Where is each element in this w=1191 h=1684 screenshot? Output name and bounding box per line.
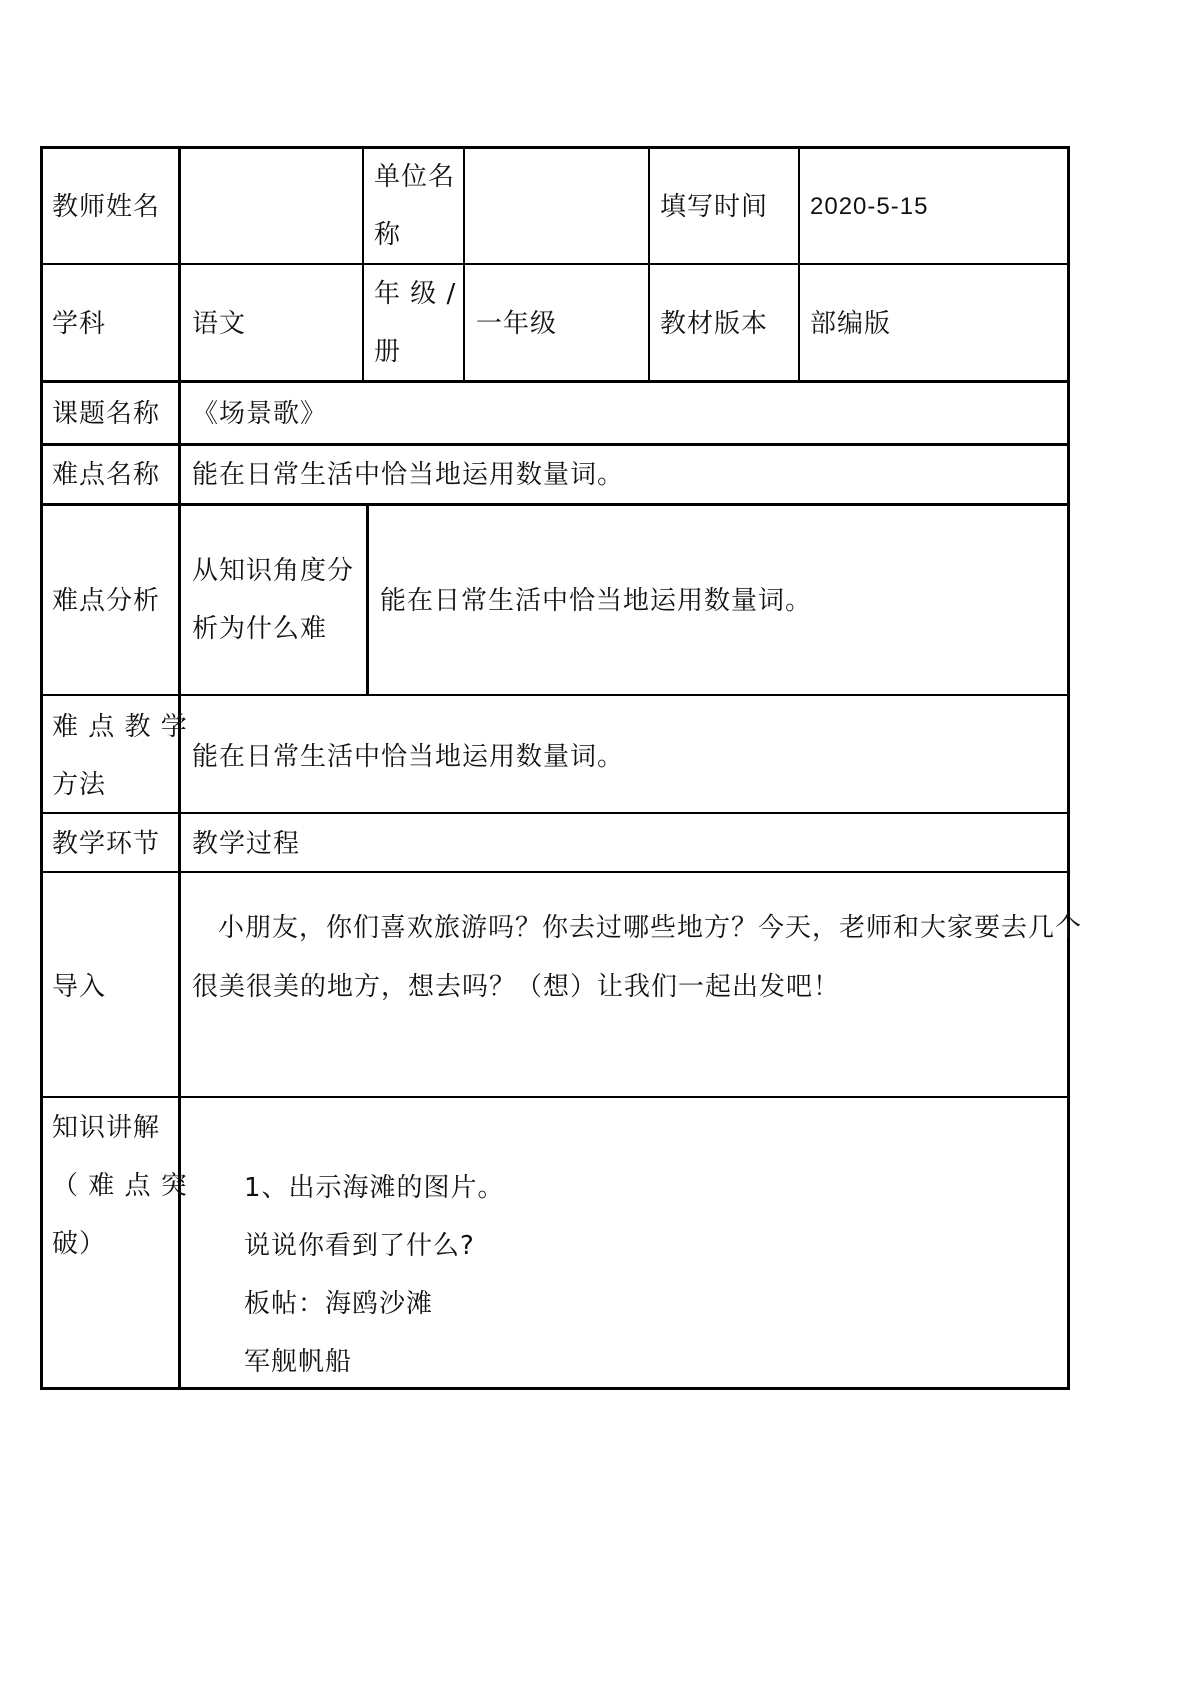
analysis-label: 难点分析 (52, 586, 161, 616)
topic-value: 《场景歌》 (192, 399, 328, 429)
method-label (52, 698, 188, 814)
column-divider (648, 146, 650, 383)
knowledge-item: 1、出示海滩的图片。 (244, 1173, 505, 1203)
row-divider (40, 694, 1070, 696)
difficulty-label: 难点名称 (52, 460, 161, 490)
unit-name-label-line1: 单位名 (374, 162, 456, 192)
intro-paragraph-line1: 小朋友，你们喜欢旅游吗？你去过哪些地方？今天，老师和大家要去几个 (218, 913, 1083, 943)
knowledge-label-line3: 破） (52, 1229, 107, 1259)
section-label: 教学环节 (52, 829, 161, 859)
analysis-sub-label (192, 542, 354, 658)
grade-label (374, 265, 456, 381)
intro-label: 导入 (52, 972, 107, 1002)
analysis-divider (366, 505, 369, 696)
teacher-name-label: 教师姓名 (52, 192, 161, 222)
column-divider (362, 146, 364, 383)
analysis-value: 能在日常生活中恰当地运用数量词。 (380, 586, 813, 616)
table-border-bottom (40, 1387, 1070, 1390)
intro-paragraph-line2: 很美很美的地方，想去吗？（想）让我们一起出发吧！ (192, 972, 841, 1002)
knowledge-item: 说说你看到了什么? (244, 1231, 475, 1261)
unit-name-label (374, 148, 455, 264)
edition-label: 教材版本 (660, 309, 769, 339)
difficulty-value: 能在日常生活中恰当地运用数量词。 (192, 460, 625, 490)
knowledge-item: 板帖：海鸥沙滩 (244, 1289, 434, 1319)
process-label: 教学过程 (192, 829, 301, 859)
subject-label: 学科 (52, 309, 107, 339)
row-divider (40, 1096, 1070, 1098)
column-divider (463, 146, 465, 383)
unit-name-label-line2: 称 (374, 220, 402, 250)
column-divider (798, 146, 800, 383)
method-label-line2: 方法 (52, 770, 107, 800)
table-border-left (40, 146, 43, 1390)
table-border-right (1067, 146, 1070, 1390)
edition-value: 部编版 (810, 309, 892, 339)
knowledge-label-line1: 知识讲解 (52, 1113, 161, 1143)
table-border-top (40, 146, 1070, 149)
fill-date-value: 2020-5-15 (810, 193, 929, 220)
analysis-sub-label-line1: 从知识角度分 (192, 556, 355, 586)
fill-date-label: 填写时间 (660, 192, 769, 222)
row-divider (40, 263, 1070, 265)
knowledge-label-line2: （ 难 点 突 (52, 1171, 188, 1201)
grade-label-line1: 年 级 / (374, 279, 457, 309)
topic-label: 课题名称 (52, 399, 161, 429)
knowledge-item: 军舰帆船 (244, 1347, 353, 1377)
method-value: 能在日常生活中恰当地运用数量词。 (192, 742, 625, 772)
analysis-sub-label-line2: 析为什么难 (192, 614, 328, 644)
grade-value: 一年级 (476, 309, 558, 339)
subject-value: 语文 (192, 309, 247, 339)
method-label-line1: 难 点 教 学 (52, 712, 188, 742)
knowledge-label (52, 1099, 188, 1273)
grade-label-line2: 册 (374, 337, 402, 367)
